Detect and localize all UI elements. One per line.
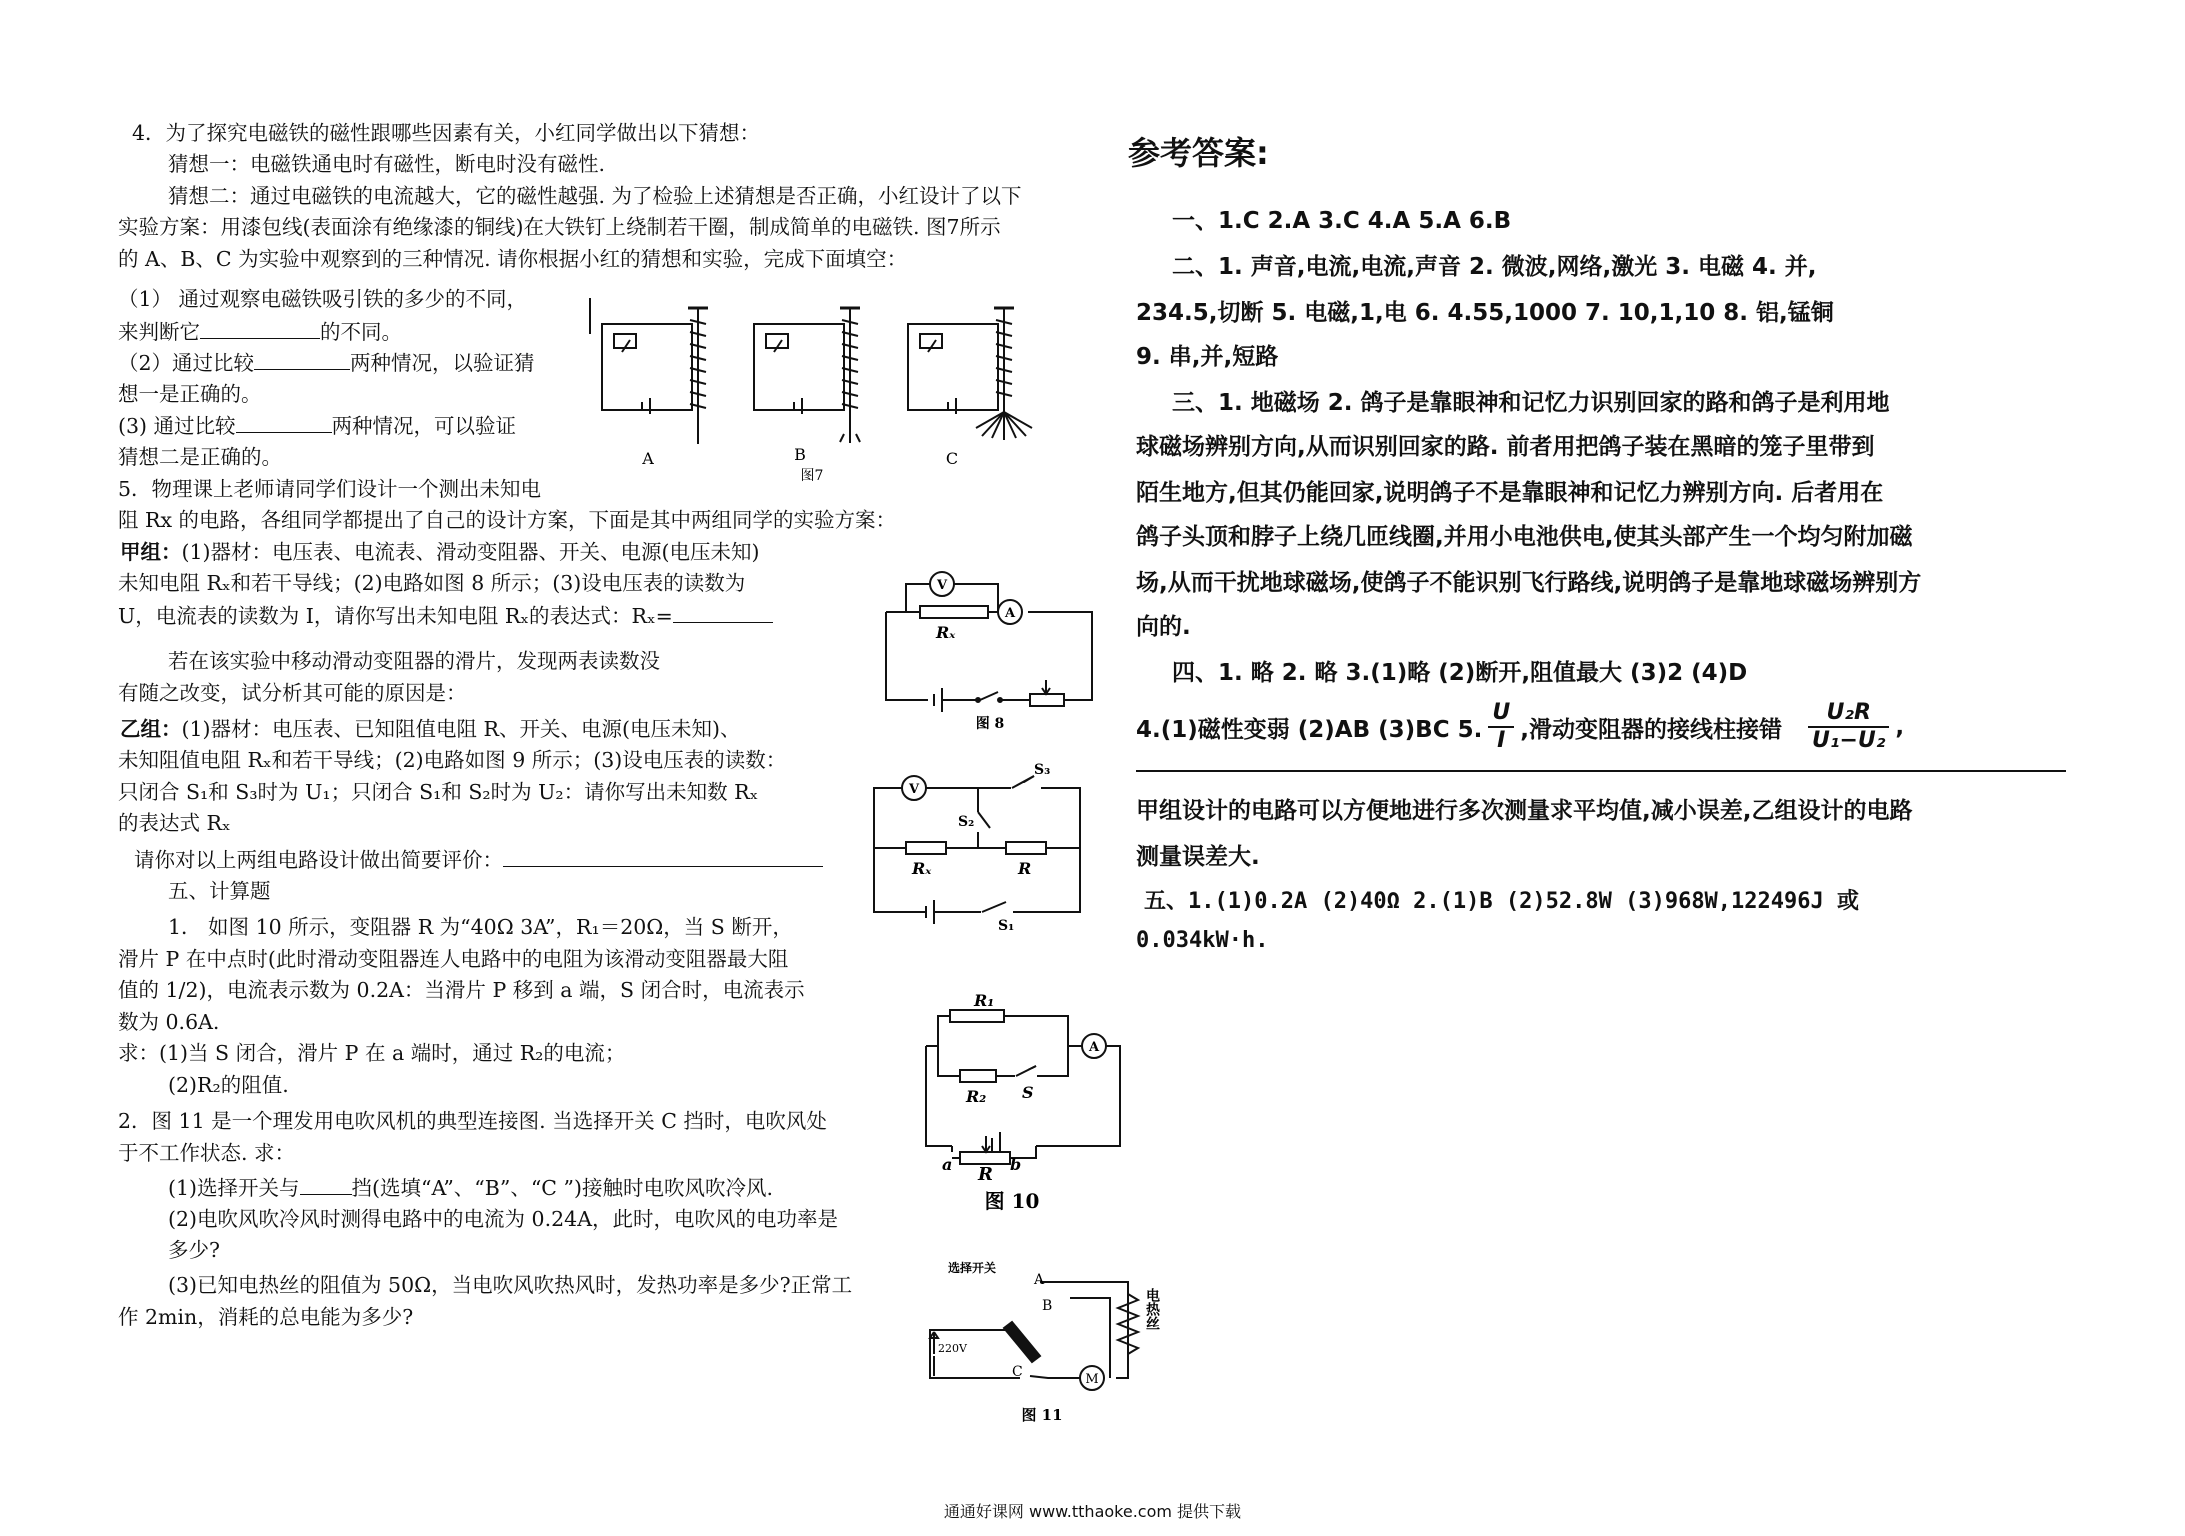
fig11-switch-label: 选择开关 (948, 1261, 997, 1275)
figure-7 (582, 294, 1052, 484)
answers-line-4: 9. 串,并,短路 (1136, 344, 1279, 370)
q4-item3: (3) 通过比较 两种情况，可以验证 (118, 410, 516, 443)
group-yi-4: 的表达式 Rₓ (118, 811, 231, 835)
fig9-s3-label: S₃ (1034, 762, 1051, 778)
fraction-rx-expression: $\frac{\text{U₂R}}{\text{U₁−U₂}}$ (1808, 700, 1889, 754)
q4-guess1: 猜想一：电磁铁通电时有磁性，断电时没有磁性. (168, 152, 606, 176)
fig11-caption: 图 11 (1021, 1406, 1063, 1424)
answers-line-1: 一、1.C 2.A 3.C 4.A 5.A 6.B (1172, 208, 1512, 234)
calc2-2: 于不工作状态. 求： (118, 1141, 296, 1165)
q4-plan: 实验方案：用漆包线(表面涂有绝缘漆的铜线)在大铁钉上绕制若干圈，制成简单的电磁铁. 图7所示 (118, 215, 1001, 239)
answers-line-13: 甲组设计的电路可以方便地进行多次测量求平均值,减小误差,乙组设计的电路 (1136, 798, 1913, 824)
group-jia-2: 未知电阻 Rₓ和若干导线；(2)电路如图 8 所示；(3)设电压表的读数为 (118, 571, 746, 595)
fig10-b-label: b (1010, 1155, 1022, 1174)
fig10-r1-label: R₁ (974, 991, 995, 1010)
fig8-caption: 图 8 (975, 716, 1005, 732)
fig9-rx-label: Rₓ (912, 859, 932, 878)
group-jia-3: U，电流表的读数为 I，请你写出未知电阻 Rₓ的表达式：Rₓ= (118, 600, 773, 633)
fig11-b-label: B (1042, 1298, 1053, 1314)
blank-1[interactable] (200, 316, 320, 339)
answers-line-11: 四、1. 略 2. 略 3.(1)略 (2)断开,阻值最大 (3)2 (4)D (1172, 660, 1748, 686)
answers-line-7: 陌生地方,但其仍能回家,说明鸽子不是靠眼神和记忆力辨别方向. 后者用在 (1136, 480, 1884, 506)
q4-item2: （2）通过比较 两种情况，以验证猜 (118, 347, 535, 380)
q4-guess2: 猜想二：通过电磁铁的电流越大，它的磁性越强. 为了检验上述猜想是否正确，小红设计了以下 (168, 184, 1022, 208)
answers-line-9: 场,从而干扰地球磁场,使鸽子不能识别飞行路线,说明鸽子是靠地球磁场辨别方 (1136, 570, 1922, 596)
blank-rx[interactable] (673, 600, 773, 623)
figure-10 (912, 986, 1132, 1216)
group-jia-5: 有随之改变，试分析其可能的原因是： (118, 681, 467, 705)
calc2-5: 多少? (168, 1238, 220, 1262)
section-five: 五、计算题 (168, 879, 271, 903)
answers-line-2: 二、1. 声音,电流,电流,声音 2. 微波,网络,激光 3. 电磁 4. 并, (1172, 254, 1817, 280)
fig8-resistor-label: Rₓ (936, 623, 956, 642)
q4-item2-cont: 想一是正确的。 (118, 382, 262, 406)
fig10-r-label: R (978, 1164, 993, 1185)
answers-line-15: 五、1.(1)0.2A (2)40Ω 2.(1)B (2)52.8W (3)968W,122496J 或 (1144, 889, 1860, 914)
fig7-label-b: B (794, 445, 806, 464)
fig11-voltage-label: 220V (938, 1342, 967, 1355)
answers-line-12: 4.(1)磁性变弱 (2)AB (3)BC 5. $\frac{U}{I}$ ,滑动变阻器的接线柱接错 $\frac{\text{U₂R}}{\text{U₁−U₂}}$ , (1136, 700, 1905, 753)
blank-switch[interactable] (300, 1172, 352, 1195)
calc1-4: 数为 0.6A. (118, 1010, 220, 1034)
fig9-s2-label: S₂ (958, 814, 975, 830)
fig9-r-label: R (1018, 859, 1032, 878)
group-jia-1: 甲组：(1)器材：电压表、电流表、滑动变阻器、开关、电源(电压未知) (120, 540, 760, 564)
calc1-5: 求：(1)当 S 闭合，滑片 P 在 a 端时，通过 R₂的电流； (118, 1041, 626, 1065)
fig7-label-c: C (945, 449, 959, 468)
figure-9 (866, 760, 1086, 934)
answers-line-6: 球磁场辨别方向,从而识别回家的路. 前者用把鸽子装在黑暗的笼子里带到 (1136, 434, 1875, 460)
fig7-label-a: A (642, 449, 654, 468)
page-footer: 通通好课网 www.tthaoke.com 提供下载 (943, 1502, 1242, 1521)
group-yi-2: 未知阻值电阻 Rₓ和若干导线；(2)电路如图 9 所示；(3)设电压表的读数： (118, 748, 787, 772)
q4-task: 的 A、B、C 为实验中观察到的三种情况. 请你根据小红的猜想和实验，完成下面填空： (118, 247, 908, 271)
answers-line-16: 0.034kW·h. (1136, 928, 1269, 953)
calc2-3: (1)选择开关与 挡(选填“A”、“B”、“C ”)接触时电吹风吹冷风. (168, 1172, 773, 1205)
calc1-2: 滑片 P 在中点时(此时滑动变阻器连人电路中的电阻为该滑动变阻器最大阻 (118, 947, 789, 971)
group-yi-1: 乙组：(1)器材：电压表、已知阻值电阻 R、开关、电源(电压未知)、 (120, 717, 741, 741)
fig11-c-label: C (1012, 1364, 1023, 1380)
fig11-heater-label: 电热丝 (1144, 1288, 1160, 1330)
answers-title: 参考答案: (1128, 134, 1269, 172)
q4-item1: （1） 通过观察电磁铁吸引铁的多少的不同， (118, 287, 528, 311)
fig9-voltmeter-label: V (908, 782, 920, 797)
fraction-u-over-i: $\frac{U}{I}$ (1488, 700, 1514, 754)
group-yi-3: 只闭合 S₁和 S₃时为 U₁；只闭合 S₁和 S₂时为 U₂：请你写出未知数 Rₓ (118, 780, 759, 804)
fig10-a-label: a (942, 1155, 953, 1174)
fig8-voltmeter-label: V (936, 578, 948, 593)
fig11-a-label: A (1034, 1272, 1045, 1288)
answers-line-3: 234.5,切断 5. 电磁,1,电 6. 4.55,1000 7. 10,1,10 8. 铝,锰铜 (1136, 300, 1834, 326)
fig10-s-label: S (1022, 1083, 1034, 1102)
calc2-7: 作 2min，消耗的总电能为多少? (118, 1305, 414, 1329)
calc1-3: 值的 1/2)，电流表示数为 0.2A：当滑片 P 移到 a 端，S 闭合时，电流表示 (118, 978, 805, 1002)
answers-line-10: 向的. (1136, 614, 1191, 640)
fig10-caption: 图 10 (984, 1189, 1040, 1213)
q4-item3-cont: 猜想二是正确的。 (118, 445, 282, 469)
blank-2[interactable] (254, 347, 350, 370)
fig10-r2-label: R₂ (966, 1087, 987, 1106)
q4-intro: 4．为了探究电磁铁的磁性跟哪些因素有关，小红同学做出以下猜想： (132, 121, 761, 145)
fig8-ammeter-label: A (1004, 606, 1016, 621)
figure-8 (880, 570, 1100, 730)
fig10-ammeter-label: A (1088, 1040, 1100, 1055)
calc2-1: 2．图 11 是一个理发用电吹风机的典型连接图. 当选择开关 C 挡时，电吹风处 (118, 1109, 827, 1133)
calc1-1: 1． 如图 10 所示，变阻器 R 为“40Ω 3A”，R₁＝20Ω，当 S 断开， (168, 915, 793, 939)
fig7-caption: 图7 (800, 468, 824, 484)
blank-3[interactable] (236, 410, 332, 433)
answers-line-14: 测量误差大. (1136, 844, 1260, 870)
calc2-6: (3)已知电热丝的阻值为 50Ω，当电吹风吹热风时，发热功率是多少?正常工 (168, 1273, 853, 1297)
fig11-motor-label: M (1085, 1372, 1099, 1387)
answers-line-8: 鸽子头顶和脖子上绕几匝线圈,并用小电池供电,使其头部产生一个均匀附加磁 (1136, 524, 1913, 550)
fig9-s1-label: S₁ (998, 918, 1015, 934)
evaluation: 请你对以上两组电路设计做出简要评价： (134, 844, 823, 877)
q4-item1-cont: 来判断它 的不同。 (118, 316, 402, 349)
q5-intro: 5．物理课上老师请同学们设计一个测出未知电 (118, 477, 542, 501)
answers-line-5: 三、1. 地磁场 2. 鸽子是靠眼神和记忆力识别回家的路和鸽子是利用地 (1172, 390, 1890, 416)
calc2-4: (2)电吹风吹冷风时测得电路中的电流为 0.24A，此时，电吹风的电功率是 (168, 1207, 839, 1231)
calc1-6: (2)R₂的阻值. (168, 1073, 289, 1097)
figure-11 (920, 1258, 1180, 1428)
blank-eval[interactable] (503, 844, 823, 867)
q5-intro-cont: 阻 Rx 的电路，各组同学都提出了自己的设计方案，下面是其中两组同学的实验方案： (118, 508, 897, 532)
answer-divider (1136, 770, 2066, 772)
group-jia-4: 若在该实验中移动滑动变阻器的滑片，发现两表读数没 (168, 649, 660, 673)
